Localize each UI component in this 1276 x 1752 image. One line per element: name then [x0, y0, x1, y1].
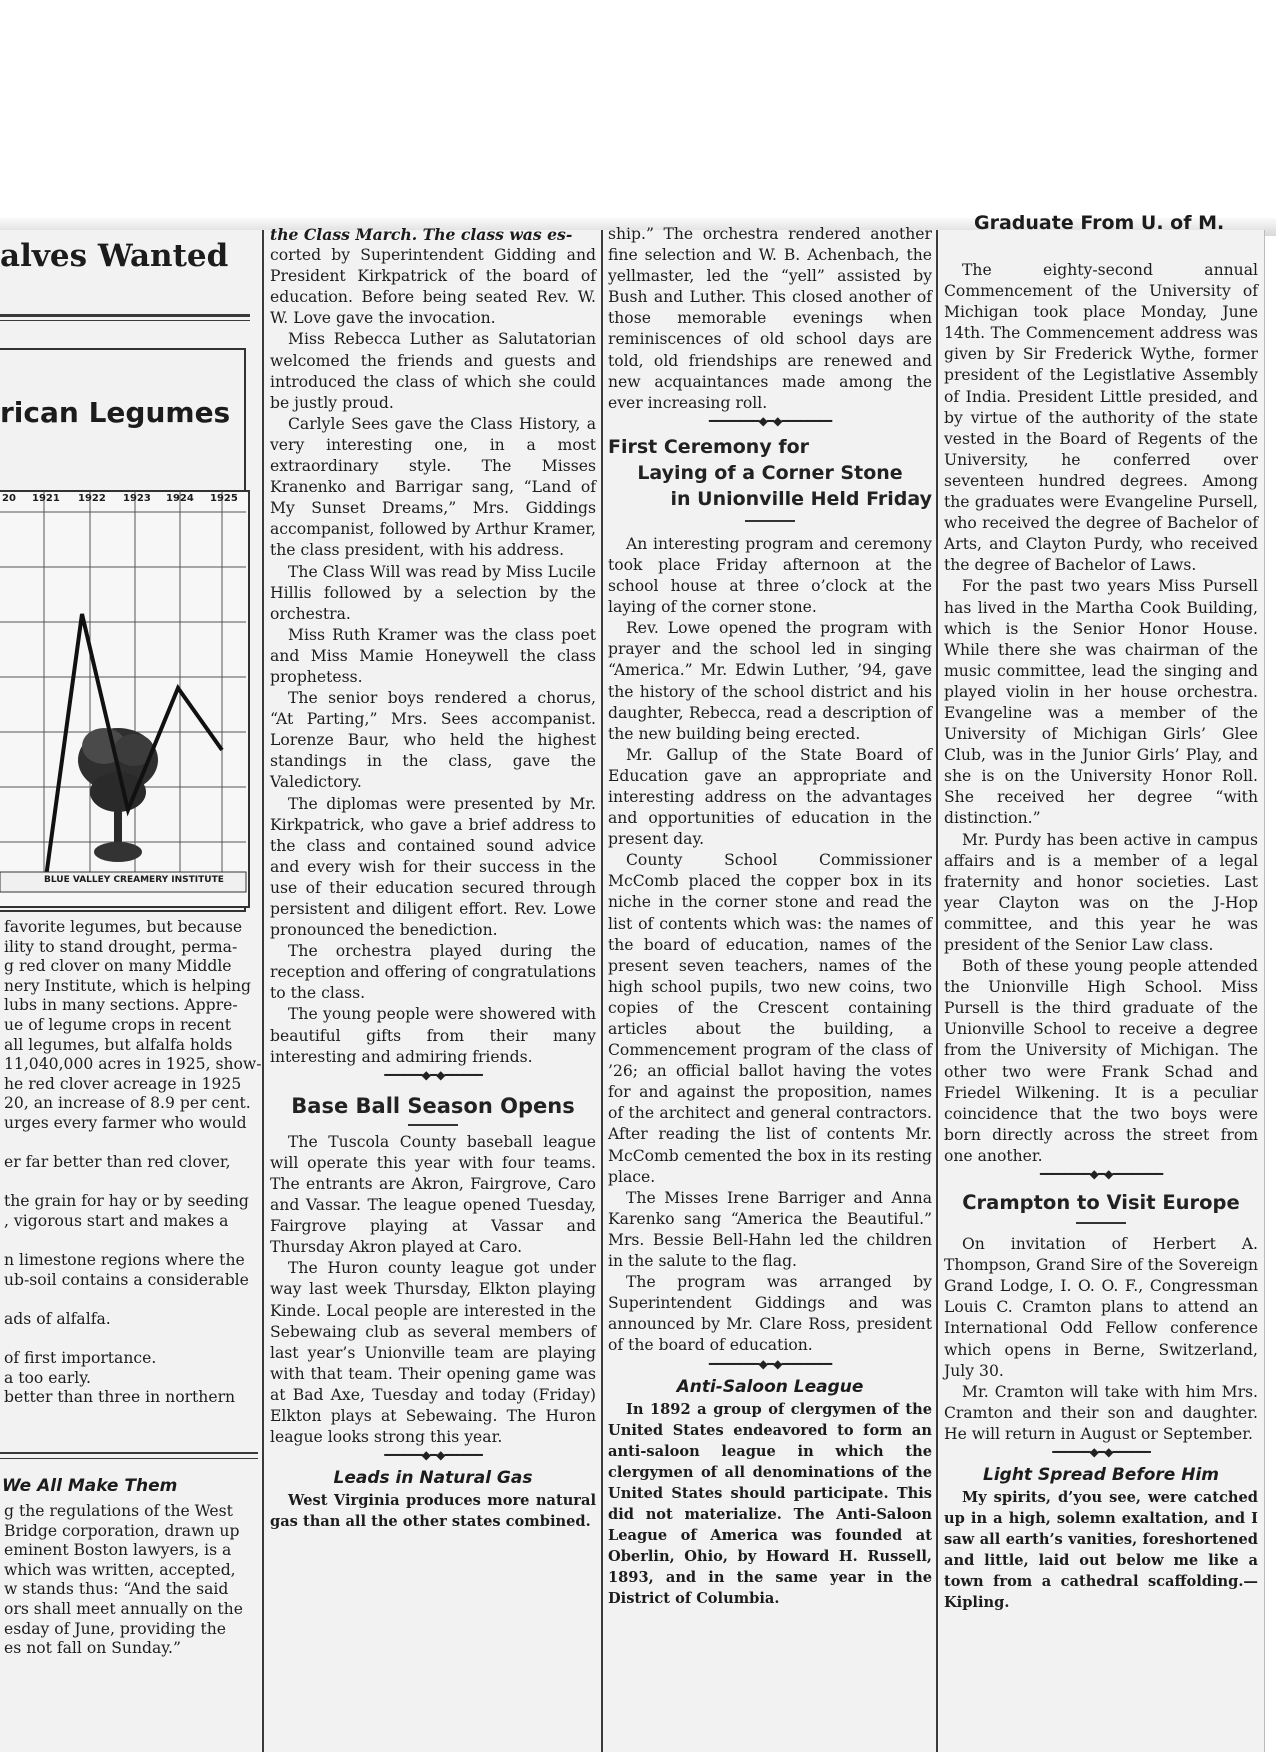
- text-line: ue of legume crops in recent: [4, 1015, 232, 1034]
- text-line: favorite legumes, but because: [4, 918, 243, 936]
- text-line: of first importance.: [4, 1349, 157, 1368]
- text-line: , vigorous start and makes a: [4, 1211, 229, 1230]
- text-line: g the regulations of the West: [4, 1502, 233, 1520]
- legumes-box-title: rican Legumes: [0, 396, 231, 429]
- paragraph: The young people were showered with beautiful gifts from their many interesting and admiring friends.: [270, 1005, 596, 1066]
- chart-year-labels: [0, 493, 246, 509]
- paragraph: My spirits, d’you see, were catched up in a high, solemn exaltation, and I saw all earth’s vanities, foreshortened and little, laid out below me like a town from a cathedral scaffolding.—Kipling.: [944, 1488, 1258, 1612]
- column-2: [270, 225, 598, 1752]
- column-3: [608, 225, 934, 1752]
- paragraph: The Huron county league got under way last week Thursday, Elkton playing Kinde. Local people are interested in the Sebewaing club as several members of last year’s Unionville team are playing with that team. Their opening game was at Bad Axe, Tuesday and today (Friday) Elkton plays at Sebewaing. The Huron league looks strong this year.: [270, 1259, 596, 1447]
- ornament-divider: ━━━━━━━━◆━◆━━━━━━━━: [708, 1356, 832, 1371]
- text-line: 11,040,000 acres in 1925, show-: [4, 1055, 262, 1074]
- text-line: ility to stand drought, perma-: [4, 937, 238, 956]
- text-line: g red clover on many Middle: [4, 957, 232, 976]
- paragraph: The Class Will was read by Miss Lucile Hillis followed by a selection by the orchestra.: [270, 562, 596, 623]
- natural-gas-headline: Leads in Natural Gas: [333, 1468, 533, 1489]
- text-line: ub-soil contains a considerable: [4, 1270, 249, 1289]
- text-line: esday of June, providing the: [4, 1619, 226, 1638]
- text-line: ors shall meet annually on the: [4, 1599, 243, 1618]
- paragraph: The program was arranged by Superintendent Giddings and was announced by Mr. Clare Ross, president of the board of education.: [608, 1273, 932, 1355]
- paragraph: An interesting program and ceremony took place Friday afternoon at the school house at three o’clock at the laying of the corner stone.: [608, 534, 932, 617]
- paragraph: Carlyle Sees gave the Class History, a very interesting one, in a most extraordinary style. The Misses Kranenko and Barrigar sang, “Land of My Sunset Dreams,” Mrs. Giddings accompanist, followed by Arthur Kramer, the class president, with his address.: [270, 414, 596, 560]
- paragraph: The eighty-second annual Commencement of the University of Michigan took place Monday, June 14th. The Commencement address was given by Sir Frederick Wythe, former president of the Legistlative Assembly of India. President Little presided, and by virtue of the authority of the state vested in the Board of Regents of the University, he conferred over seventeen hundred degrees. Among the graduates were Evangeline Pursell, who received the degree of Bachelor of Arts, and Clayton Purdy, who received the degree of Bachelor of Laws.: [944, 261, 1258, 575]
- year-label: 1924: [166, 493, 194, 504]
- column-rule: [936, 230, 938, 1752]
- paragraph: Miss Rebecca Luther as Salutatorian welcomed the friends and guests and introduced the class of which she could be justly proud.: [270, 330, 596, 412]
- ornament-divider: ━━━━━━━━◆━◆━━━━━━━━: [1039, 1167, 1163, 1182]
- column-rule: [601, 230, 603, 1752]
- legume-chart: [0, 490, 250, 908]
- paragraph: corted by Superintendent Gidding and President Kirkpatrick of the board of education. Before being seated Rev. W. W. Love gave the invocation.: [270, 246, 596, 328]
- text-line: [4, 1134, 258, 1154]
- graduate-headline-cut: Graduate From U. of M.: [974, 212, 1225, 234]
- column-4-flow: [944, 260, 1258, 1614]
- legume-chart-graphic: [0, 492, 246, 906]
- cut-off-line: the Class March. The class was es-: [270, 225, 573, 244]
- text-line: [4, 1290, 258, 1310]
- corner-stone-headline-1: First Ceremony for: [608, 435, 810, 458]
- text-line: [4, 1173, 258, 1193]
- paragraph: Mr. Gallup of the State Board of Education gave an appropriate and interesting address on the advantages and opportunities of education in the present day.: [608, 745, 932, 849]
- text-line: better than three in northern: [4, 1388, 236, 1407]
- ornament-divider: ━━━━━━◆━◆━━━━━━: [384, 1067, 482, 1082]
- text-line: the grain for hay or by seeding: [4, 1192, 249, 1211]
- newspaper-page: [0, 212, 1265, 1752]
- legumes-article-text: [4, 918, 262, 1408]
- paragraph: The senior boys rendered a chorus, “At Parting,” Mrs. Sees accompanist. Lorenze Baur, who held the highest standings in the class, gave the Valedictory.: [270, 689, 596, 792]
- anti-saloon-headline: Anti-Saloon League: [676, 1376, 864, 1397]
- ornament-divider: ━━━━━━◆━◆━━━━━━: [1052, 1444, 1150, 1459]
- paragraph: The orchestra played during the reception and offering of congratulations to the class.: [270, 942, 596, 1003]
- text-line: which was written, accepted,: [4, 1560, 236, 1579]
- column-rule: [262, 230, 264, 1752]
- calves-wanted-headline: alves Wanted: [0, 238, 229, 274]
- paragraph: West Virginia produces more natural gas than all the other states combined.: [270, 1492, 596, 1531]
- text-line: n limestone regions where the: [4, 1251, 245, 1270]
- paragraph: Rev. Lowe opened the program with prayer and the school led in singing “America.” Mr. Edwin Luther, ’94, gave the history of the school district and his daughter, Rebecca, read a description of the new building being erected.: [608, 619, 932, 743]
- paragraph: County School Commissioner McComb placed the copper box in its niche in the corner stone and read the list of contents which was: the names of the board of education, names of the present seven teachers, names of the high school pupils, two new coins, two copies of the Crescent containing articles about the building, a Commencement program of the class of ’26; an official ballot having the votes for and against the proposition, names of the architect and general contractors. After reading the list of contents Mr. McComb cemented the box in its resting place.: [608, 851, 932, 1186]
- text-line: es not fall on Sunday.”: [4, 1639, 181, 1658]
- paragraph: In 1892 a group of clergymen of the United States endeavored to form an anti-saloon league in which the clergymen of all denominations of the United States should participate. This did not materialize. The Anti-Saloon League of America was founded at Oberlin, Ohio, by Howard H. Russell, 1893, and in the same year in the District of Columbia.: [608, 1400, 932, 1608]
- baseball-headline: Base Ball Season Opens: [291, 1093, 575, 1118]
- text-line: urges every farmer who would: [4, 1113, 247, 1132]
- kipling-headline: Light Spread Before Him: [982, 1464, 1220, 1485]
- paragraph: The Misses Irene Barriger and Anna Karenko sang “America the Beautiful.” Mrs. Bessie Bell-Hahn led the children in the salute to the flag.: [608, 1188, 932, 1271]
- paragraph: On invitation of Herbert A. Thompson, Grand Sire of the Sovereign Grand Lodge, I. O. O. F., Congressman Louis C. Cramton plans to attend an International Odd Fellow conference which opens in Berne, Switzerland, July 30.: [944, 1235, 1258, 1380]
- text-line: 20, an increase of 8.9 per cent.: [4, 1094, 251, 1113]
- we-all-make-them-text: [4, 1502, 258, 1659]
- crampton-headline: Crampton to Visit Europe: [962, 1191, 1240, 1215]
- column-4: [944, 212, 1262, 1752]
- text-line: a too early.: [4, 1368, 91, 1387]
- paragraph: The Tuscola County baseball league will operate this year with four teams. The entrants are Akron, Fairgrove, Caro and Vassar. The league opened Tuesday, Fairgrove playing at Vassar and Thursday Akron played at Caro.: [270, 1132, 596, 1257]
- ornament-divider: ━━━━━━━━◆━◆━━━━━━━━: [708, 413, 832, 428]
- ornament-divider: ━━━━━━◆━◆━━━━━━: [384, 1448, 482, 1463]
- text-line: [4, 1329, 258, 1349]
- year-label: 1925: [210, 493, 238, 504]
- column-1: [0, 230, 262, 1752]
- text-line: ads of alfalfa.: [4, 1309, 111, 1328]
- divider: [0, 314, 250, 317]
- short-rule: [408, 1124, 458, 1126]
- text-line: eminent Boston lawyers, is a: [4, 1541, 232, 1560]
- paragraph: The diplomas were presented by Mr. Kirkpatrick, who gave a brief address to the class and contained sound advice and every wish for their success in the use of their education secured through persistent and diligent effort. Rev. Lowe pronounced the benediction.: [270, 794, 596, 940]
- short-rule: [745, 520, 795, 522]
- text-line: Bridge corporation, drawn up: [4, 1521, 240, 1540]
- paragraph: Mr. Purdy has been active in campus affairs and is a member of a legal fraternity and honor societies. Last year Clayton was on the J-Hop committee, and this year he was president of the Senior Law class.: [944, 830, 1258, 954]
- year-label: 1922: [78, 493, 106, 504]
- column-2-flow: [270, 224, 596, 1532]
- year-label: 20: [2, 493, 16, 504]
- paragraph: ship.” The orchestra rendered another fine selection and W. B. Achenbach, the yellmaster, led the “yell” assisted by Bush and Luther. This closed another of those memorable evenings when reminiscences of old school days are told, old friendships are renewed and new acquaintances made among the ever increasing roll.: [608, 225, 932, 412]
- we-all-make-them-head: We All Make Them: [2, 1476, 178, 1496]
- corner-stone-headline-3: in Unionville Held Friday: [670, 487, 932, 510]
- paragraph: Both of these young people attended the Unionville High School. Miss Pursell is the third graduate of the Unionville School to receive a degree from the University of Michigan. The other two were Frank Schad and Friedel Wilkening. It is a peculiar coincidence that the two boys were born directly across the street from one another.: [944, 957, 1258, 1165]
- year-label: 1921: [32, 493, 60, 504]
- paragraph: Miss Ruth Kramer was the class poet and Miss Mamie Honeywell the class prophetess.: [270, 625, 596, 686]
- divider: [0, 1458, 258, 1459]
- text-line: er far better than red clover,: [4, 1153, 231, 1172]
- chart-caption: BLUE VALLEY CREAMERY INSTITUTE: [44, 875, 224, 885]
- text-line: lubs in many sections. Appre-: [4, 996, 238, 1015]
- text-line: nery Institute, which is helping: [4, 976, 251, 995]
- paragraph: For the past two years Miss Pursell has lived in the Martha Cook Building, which is the Senior Honor House. While there she was chairman of the music committee, lead the singing and played violin in her house orchestra. Evangeline was a member of the University of Michigan Girls’ Glee Club, was in the Junior Girls’ Play, and she is on the University Honor Roll. She received her degree “with distinction.”: [944, 577, 1258, 828]
- paragraph: Mr. Cramton will take with him Mrs. Cramton and their son and daughter. He will return in August or September.: [944, 1382, 1258, 1443]
- divider: [0, 320, 250, 321]
- text-line: he red clover acreage in 1925: [4, 1074, 242, 1093]
- divider: [0, 1452, 258, 1454]
- short-rule: [1076, 1222, 1126, 1224]
- corner-stone-headline-2: Laying of a Corner Stone: [637, 461, 903, 484]
- column-3-flow: [608, 224, 932, 1609]
- year-label: 1923: [123, 493, 151, 504]
- text-line: all legumes, but alfalfa holds: [4, 1035, 233, 1054]
- text-line: [4, 1232, 258, 1252]
- text-line: w stands thus: “And the said: [4, 1580, 229, 1599]
